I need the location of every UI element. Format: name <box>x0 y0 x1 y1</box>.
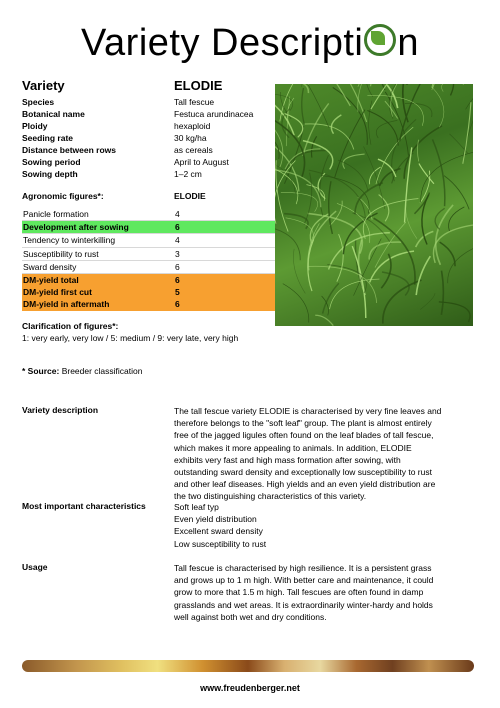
agronomic-value: 6 <box>175 274 180 285</box>
agronomic-value: 4 <box>175 235 180 246</box>
info-row <box>22 132 272 144</box>
info-row <box>22 120 272 132</box>
info-row <box>22 156 272 168</box>
characteristic-item: Even yield distribution <box>174 514 257 525</box>
usage-text <box>174 562 472 623</box>
info-row <box>22 108 272 120</box>
agronomic-key: Susceptibility to rust <box>23 248 99 259</box>
agronomic-row <box>22 286 276 298</box>
agronomic-key: Development after sowing <box>23 222 129 233</box>
characteristic-item: Excellent sward density <box>174 526 263 537</box>
description-line: exhibits very fast and high mass formation after sowing, with <box>174 454 401 465</box>
info-key: Distance between rows <box>22 145 117 155</box>
agronomic-table <box>22 208 276 311</box>
seed-strip-image <box>22 660 474 672</box>
title-text-start: Variety Descripti <box>81 22 364 64</box>
source-note <box>22 366 142 376</box>
agronomic-value: 5 <box>175 287 180 298</box>
agronomic-row <box>22 261 276 274</box>
characteristics-section <box>22 501 472 550</box>
info-row <box>22 168 272 180</box>
clarification-heading: Clarification of figures*: <box>22 321 119 331</box>
agronomic-key: Panicle formation <box>23 209 89 219</box>
agronomic-key: DM-yield total <box>23 274 79 285</box>
usage-line: well against both wet and dry conditions. <box>174 611 327 622</box>
usage-line: and grows up to 1 m high. With better care and maintenance, it could <box>174 575 434 586</box>
clarification-text: 1: very early, very low / 5: medium / 9: very late, very high <box>22 333 239 343</box>
agronomic-column: ELODIE <box>174 191 206 201</box>
agronomic-row <box>22 221 276 234</box>
source-label: * Source: <box>22 366 60 376</box>
title-text-end: n <box>397 22 419 64</box>
info-key: Seeding rate <box>22 133 74 143</box>
description-line: free of the jagged ligules often found on the leaf blades of tall fescue, <box>174 430 434 441</box>
leaf-logo-icon <box>364 24 396 56</box>
clarification <box>22 320 238 344</box>
agronomic-key: DM-yield in aftermath <box>23 299 110 310</box>
variety-name: ELODIE <box>174 78 223 93</box>
agronomic-key: DM-yield first cut <box>23 287 92 298</box>
description-line: therefore belongs to the "soft leaf" group. The plant is almost entirely <box>174 418 432 429</box>
description-line: outstanding sward density and exceptionally low susceptibility to rust <box>174 467 432 478</box>
variety-info-table <box>22 96 272 180</box>
variety-description-text <box>174 405 472 503</box>
info-value: Festuca arundinacea <box>174 109 254 119</box>
source-text: Breeder classification <box>59 366 143 376</box>
info-value: hexaploid <box>174 121 211 131</box>
info-key: Ploidy <box>22 121 48 131</box>
agronomic-row <box>22 234 276 247</box>
info-key: Botanical name <box>22 109 85 119</box>
variety-description-label: Variety description <box>22 405 99 415</box>
info-row <box>22 96 272 108</box>
usage-line: grow to more that 1.5 m high. Tall fescues are often found in damp <box>174 587 424 598</box>
agronomic-header <box>22 191 272 201</box>
usage-label: Usage <box>22 562 48 572</box>
characteristics-label: Most important characteristics <box>22 501 146 511</box>
usage-line: grasslands and wet areas. It is extraordinarily winter-hardy and holds <box>174 599 433 610</box>
characteristic-item: Low susceptibility to rust <box>174 538 267 549</box>
agronomic-row <box>22 274 276 286</box>
variety-description-section <box>22 405 472 503</box>
info-key: Species <box>22 97 55 107</box>
description-line: the two distinguishing characteristics of this variety. <box>174 491 367 502</box>
characteristic-item: Soft leaf typ <box>174 502 219 512</box>
info-value: 1–2 cm <box>174 169 202 179</box>
info-value: April to August <box>174 157 229 167</box>
info-row <box>22 144 272 156</box>
agronomic-value: 3 <box>175 248 180 259</box>
agronomic-key: Tendency to winterkilling <box>23 235 116 246</box>
info-value: as cereals <box>174 145 213 155</box>
usage-section <box>22 562 472 623</box>
description-line: and other leaf diseases. High yields and an even yield distribution are <box>174 479 436 490</box>
info-key: Sowing depth <box>22 169 78 179</box>
page-title <box>0 20 500 66</box>
website-link[interactable]: www.freudenberger.net <box>200 683 300 693</box>
agronomic-value: 6 <box>175 222 180 233</box>
agronomic-value: 6 <box>175 299 180 310</box>
info-value: Tall fescue <box>174 97 215 107</box>
agronomic-row <box>22 248 276 261</box>
description-line: The tall fescue variety ELODIE is characterised by very fine leaves and <box>174 406 442 416</box>
info-value: 30 kg/ha <box>174 133 207 143</box>
agronomic-key: Sward density <box>23 261 77 272</box>
agronomic-row <box>22 298 276 310</box>
agronomic-heading: Agronomic figures*: <box>22 191 104 201</box>
grass-photo <box>275 84 473 326</box>
characteristics-list <box>174 501 472 550</box>
info-key: Sowing period <box>22 157 81 167</box>
variety-label: Variety <box>22 78 65 93</box>
description-line: which makes it more appealing to animals. In addition, ELODIE <box>174 442 412 453</box>
agronomic-value: 6 <box>175 261 180 272</box>
agronomic-value: 4 <box>175 209 180 219</box>
usage-line: Tall fescue is characterised by high resilience. It is a persistent grass <box>174 563 432 573</box>
agronomic-row <box>22 208 276 221</box>
